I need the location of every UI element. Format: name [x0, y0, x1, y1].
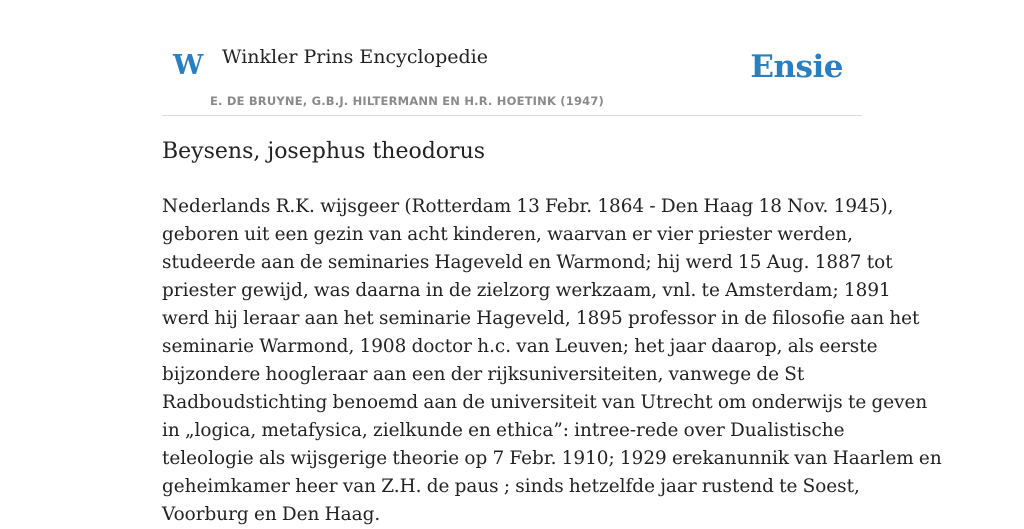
source-title-link[interactable]: Winkler Prins Encyclopedie [222, 46, 488, 68]
body-line: werd hij leraar aan het seminarie Hageveld, 1895 professor in de filosofie aan het [162, 308, 920, 329]
body-line: in „logica, metafysica, zielkunde en ethica”: intree-rede over Dualistische [162, 420, 845, 441]
body-line: Radboudstichting benoemd aan de universiteit van Utrecht om onderwijs te geven [162, 392, 928, 413]
body-line: Nederlands R.K. wijsgeer (Rotterdam 13 Febr. 1864 - Den Haag 18 Nov. 1945), [162, 196, 894, 217]
body-line: bijzondere hoogleraar aan een der rijksuniversiteiten, vanwege de St [162, 364, 805, 385]
source-header [162, 0, 862, 116]
body-line: teleologie als wijsgerige theorie op 7 Febr. 1910; 1929 erekanunnik van Haarlem en [162, 448, 942, 469]
body-line: geboren uit een gezin van acht kinderen, waarvan er vier priester werden, [162, 224, 853, 245]
source-logo: W [173, 50, 204, 81]
body-line: studeerde aan de seminaries Hageveld en Warmond; hij werd 15 Aug. 1887 tot [162, 252, 893, 273]
entry-title: Beysens, josephus theodorus [162, 139, 486, 164]
ensie-logo-link[interactable]: Ensie [750, 49, 843, 85]
body-line: seminarie Warmond, 1908 doctor h.c. van Leuven; het jaar daarop, als eerste [162, 336, 878, 357]
body-line: priester gewijd, was daarna in de zielzorg werkzaam, vnl. te Amsterdam; 1891 [162, 280, 891, 301]
body-line: geheimkamer heer van Z.H. de paus ; sinds hetzelfde jaar rustend te Soest, [162, 476, 860, 497]
entry-body [162, 193, 942, 529]
body-line: Voorburg en Den Haag. [162, 504, 381, 525]
source-authors: E. DE BRUYNE, G.B.J. HILTERMANN EN H.R. HOETINK (1947) [210, 94, 605, 108]
